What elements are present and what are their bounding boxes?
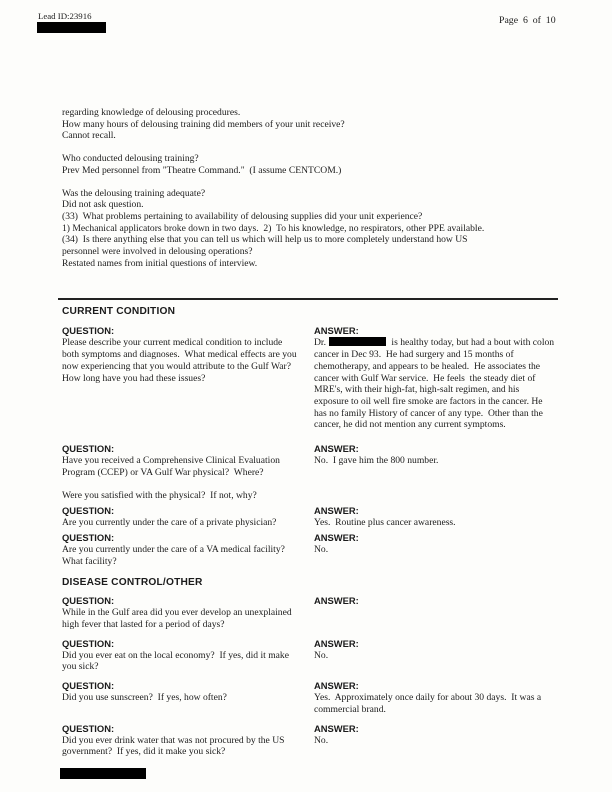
answer-column [314,638,556,673]
qa-block [62,723,556,758]
qa-block [62,680,556,715]
intro-paragraph [62,188,556,270]
answer-label: ANSWER: [314,595,359,607]
answer-column [314,490,556,502]
question-label: QUESTION: [62,505,115,517]
section-divider [58,298,558,300]
answer-column [314,723,556,758]
question-text: Are you currently under the care of a VA medical facility? What facility? [62,543,290,567]
answer-column [314,532,556,567]
intro-line: (33) What problems pertaining to availability of delousing supplies did your unit experience? [62,210,423,222]
intro-line: Prev Med personnel from "Theatre Command." (I assume CENTCOM.) [62,164,342,176]
answer-label: ANSWER: [314,505,359,517]
answer-text: Yes. Approximately once daily for about 30 days. It was a commercial brand. [314,692,544,715]
qa-block [62,532,556,567]
intro-line: Was the delousing training adequate? [62,187,206,199]
intro-paragraph [62,107,556,142]
answer-column [314,595,556,630]
question-column [62,680,314,715]
answer-text: No. [314,649,329,661]
question-column [62,443,314,478]
question-text: Were you satisfied with the physical? If not, why? [62,490,257,502]
question-label: QUESTION: [62,595,115,607]
question-label: QUESTION: [62,722,115,734]
answer-text-body: is healthy today, but had a bout with colon cancer in Dec 93. He had surgery and 15 months of chemotherapy, and appears to be healed. He associates the cancer with Gulf War service. He feels the steady diet of MRE's, with their high-fat, high-salt regimen, and his exposure to oil well fire smoke are factors in the cancer. He has no family History of cancer of any type. Other than the cancer, he did not mention any current symptoms. [314,337,557,431]
qa-block [62,505,556,529]
qa-block [62,595,556,630]
intro-line: Who conducted delousing training? [62,153,199,165]
answer-text: Yes. Routine plus cancer awareness. [314,517,456,529]
intro-line: Restated names from initial questions of interview. [62,257,258,269]
answer-label: ANSWER: [314,637,359,649]
intro-paragraph [62,153,556,176]
question-label: QUESTION: [62,325,115,337]
answer-label: ANSWER: [314,722,359,734]
qa-block [62,638,556,673]
intro-line: Cannot recall. [62,130,116,142]
question-column [62,490,314,502]
page-number-label: Page 6 of 10 [499,15,556,26]
answer-column [314,325,556,431]
question-column [62,638,314,673]
redaction-box-inline [329,337,386,346]
question-text: Are you currently under the care of a private physician? [62,517,277,529]
answer-label: ANSWER: [314,443,359,455]
question-text: Did you use sunscreen? If yes, how often? [62,692,227,704]
answer-text: No. I gave him the 800 number. [314,455,439,467]
intro-line: 1) Mechanical applicators broke down in two days. 2) To his knowledge, no respirators, other PPE available. [62,222,485,234]
intro-line: personnel were involved in delousing operations? [62,246,253,258]
answer-text: No. [314,734,329,746]
question-label: QUESTION: [62,443,115,455]
question-label: QUESTION: [62,637,115,649]
question-column [62,325,314,431]
question-text: Did you ever eat on the local economy? If yes, did it make you sick? [62,649,292,673]
answer-text: No. [314,543,329,555]
question-label: QUESTION: [62,680,115,692]
answer-label: ANSWER: [314,325,359,337]
answer-column [314,505,556,529]
qa-block [62,490,556,502]
question-text: Please describe your current medical condition to include both symptoms and diagnoses. What medical effects are you now experiencing that you would attribute to the Gulf War? How long have you had these issues? [62,337,300,384]
question-column [62,723,314,758]
redaction-bar-bottom [60,768,146,779]
answer-text-prefix: Dr. [314,337,326,349]
question-text: Have you received a Comprehensive Clinical Evaluation Program (CCEP) or VA Gulf War physical? Where? [62,455,283,478]
question-text: Did you ever drink water that was not procured by the US government? If yes, did it make you sick? [62,734,287,758]
qa-block [62,325,556,431]
answer-label: ANSWER: [314,680,359,692]
intro-line: Did not ask question. [62,199,144,211]
question-text: While in the Gulf area did you ever develop an unexplained high fever that lasted for a period of days? [62,607,295,630]
question-label: QUESTION: [62,531,115,543]
intro-line: (34) Is there anything else that you can tell us which will help us to more completely understand how US [62,234,468,246]
question-column [62,532,314,567]
answer-label: ANSWER: [314,531,359,543]
answer-column [314,443,556,478]
question-column [62,595,314,630]
intro-line: How many hours of delousing training did members of your unit receive? [62,118,345,130]
question-column [62,505,314,529]
intro-line: regarding knowledge of delousing procedures. [62,107,241,118]
section-title-current-condition: CURRENT CONDITION [62,306,176,318]
redaction-bar-top [37,22,106,33]
qa-block [62,443,556,478]
lead-id-label: Lead ID:23916 [38,11,92,21]
document-body [62,107,556,758]
section-title-disease-control: DISEASE CONTROL/OTHER [62,577,203,589]
answer-text [314,337,556,431]
answer-column [314,680,556,715]
